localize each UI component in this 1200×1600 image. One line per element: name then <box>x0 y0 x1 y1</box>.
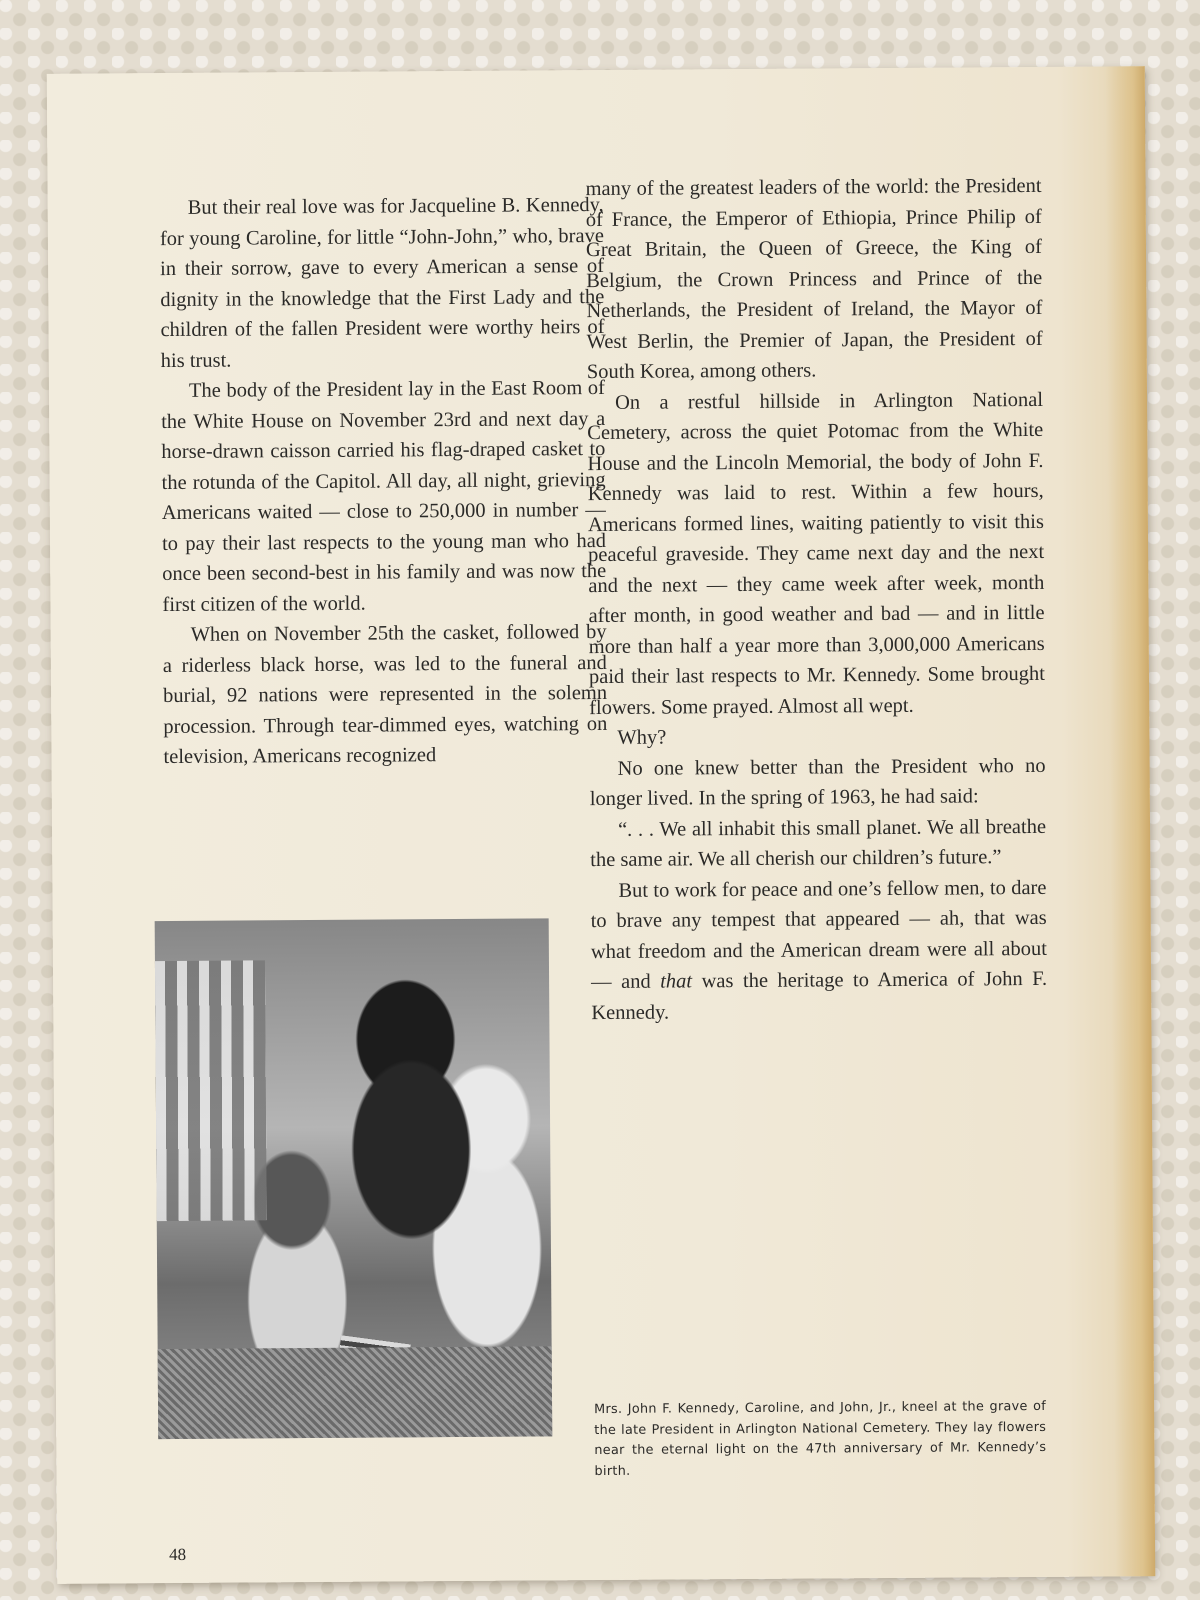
paragraph: No one knew better than the President who no longer lived. In the spring of 1963, he had said: <box>589 754 1046 811</box>
paragraph: Why? <box>617 726 667 749</box>
page-edge-stain <box>1105 66 1156 1576</box>
final-text-part: was the heritage to America of John F. Kennedy. <box>591 967 1048 1024</box>
photo-fence <box>155 960 267 1221</box>
paragraph: On a restful hillside in Arlington National Cemetery, across the quiet Potomac from the White House and the Lincoln Memorial, the body of John F. Kennedy was laid to rest. Within a few hours, Americans formed lines, waiting patiently to visit this peaceful graveside. They came next day and the next and the next — they came week after week, month after month, in good weather and bad — and in little more than half a year more than 3,000,000 Americans paid their last respects to Mr. Kennedy. Some brought flowers. Some prayed. Almost all wept. <box>587 388 1046 719</box>
paragraph: The body of the President lay in the East Room of the White House on November 23rd and next day a horse-drawn caisson carried his flag-draped casket to the rotunda of the Capitol. All day, all night, grieving Americans waited — close to 250,000 in number — to pay their last respects to the young man who had once been second-best in his family and was now the first citizen of the world. <box>161 376 607 616</box>
final-emphasis: that <box>660 970 693 993</box>
photograph-kennedy-family-at-grave <box>155 918 553 1439</box>
photo-caption: Mrs. John F. Kennedy, Caroline, and John, Jr., kneel at the grave of the late President in Arlington National Cemetery. They lay flowers near the eternal light on the 47th anniversary of Mr. Kennedy’s birth. <box>594 1398 1047 1479</box>
paragraph: When on November 25th the casket, followed by a riderless black horse, was led to the funeral and burial, 92 nations were represented in the solemn procession. Through tear-dimmed eyes, watching on television, Americans recognized <box>162 620 608 769</box>
quote-paragraph: “. . . We all inhabit this small planet. We all breathe the same air. We all cherish our children’s future.” <box>590 815 1047 872</box>
page-number: 48 <box>169 1544 187 1565</box>
left-text-column <box>160 190 608 773</box>
right-text-column <box>585 171 1047 1028</box>
paragraph-final <box>590 872 1047 1028</box>
magazine-page <box>47 66 1156 1584</box>
final-text-part: But to work for peace and one’s fellow men, to dare to brave any tempest that appeared — ah, that was what freedom and the American dream were all about — and <box>590 876 1047 994</box>
paragraph-continuation: many of the greatest leaders of the world: the President of France, the Emperor of Ethiopia, Prince Philip of Great Britain, the Queen of Greece, the King of Belgium, the Crown Princess and Prince of the Netherlands, the President of Ireland, the Mayor of West Berlin, the Premier of Japan, the President of South Korea, among others. <box>585 174 1043 384</box>
paragraph: But their real love was for Jacqueline B. Kennedy, for young Caroline, for little “John-John,” who, brave in their sorrow, gave to every American a sense of dignity in the knowledge that the First Lady and the children of the fallen President were worthy heirs of his trust. <box>159 193 605 372</box>
photo-ground <box>158 1346 553 1439</box>
